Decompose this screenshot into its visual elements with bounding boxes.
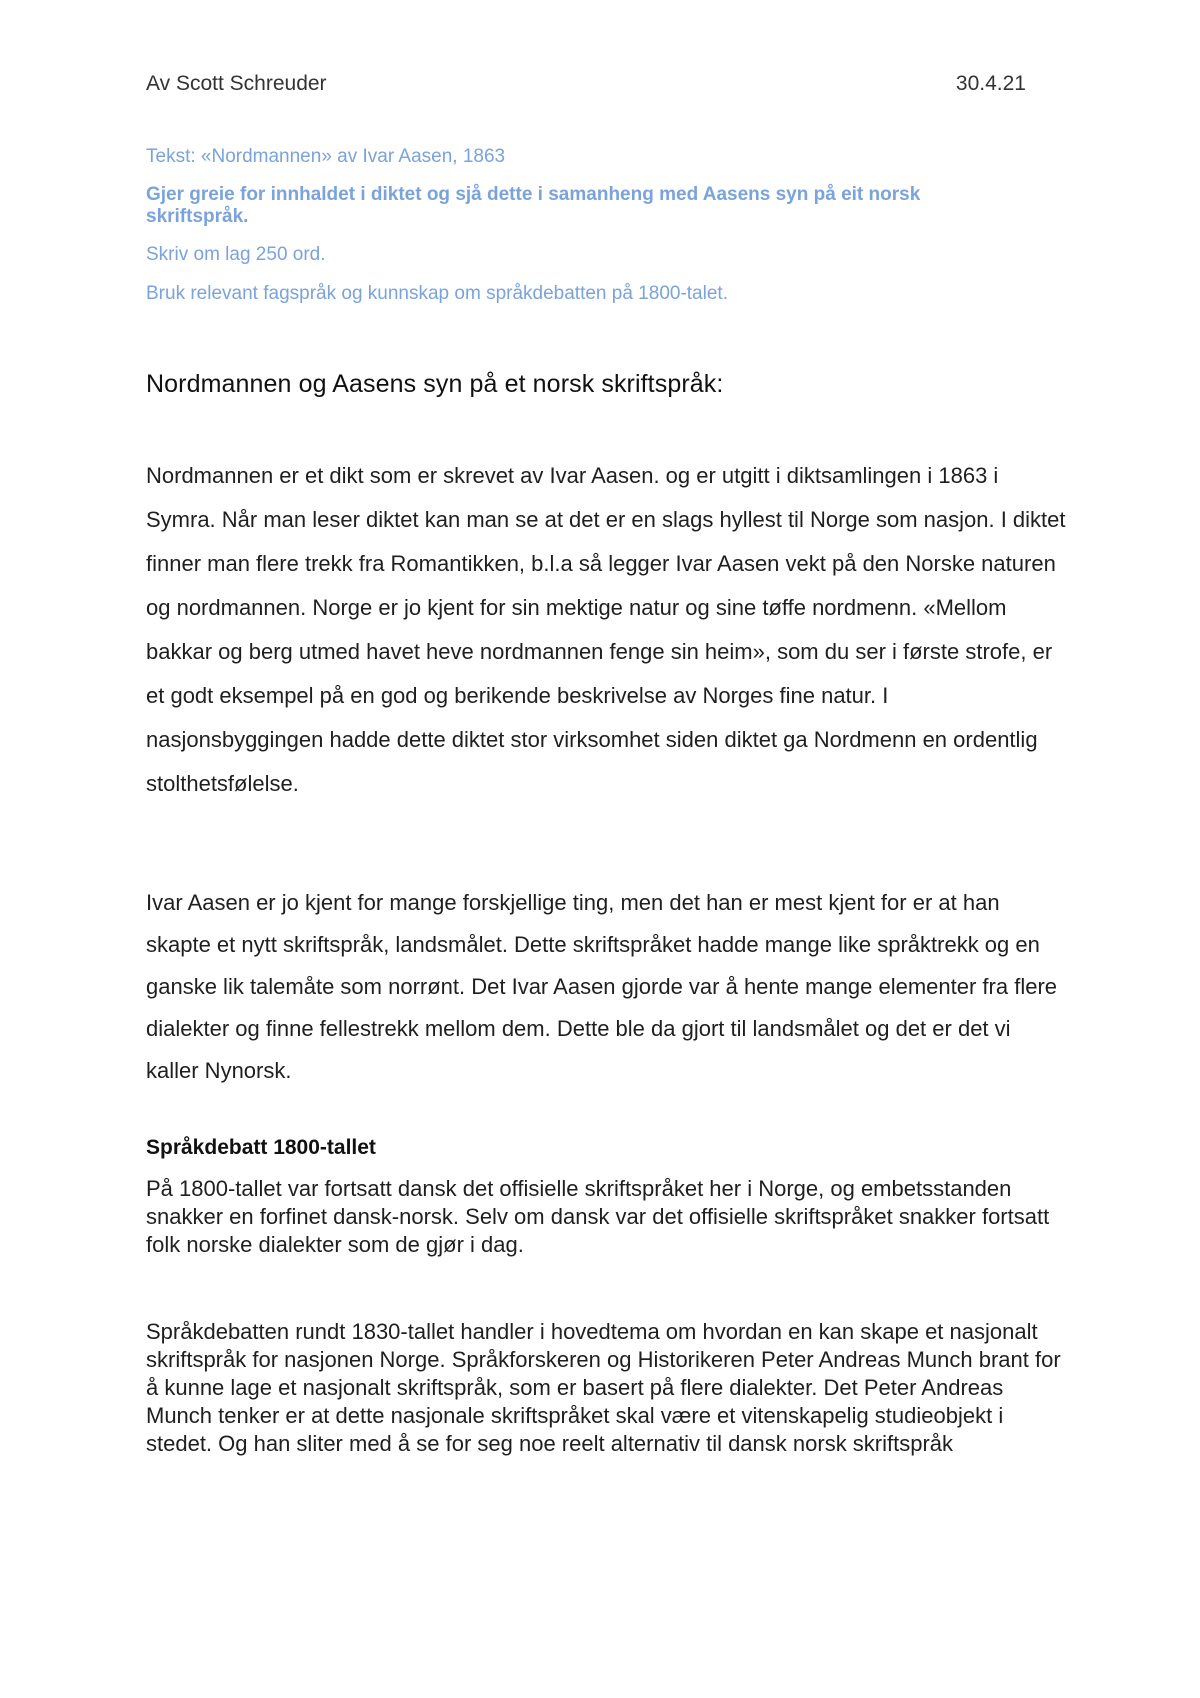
document-date: 30.4.21: [955, 72, 1026, 95]
essay-paragraph-2: Ivar Aasen er jo kjent for mange forskjellige ting, men det han er mest kjent for er at han skapte et nytt skriftspråk, landsmålet. Dette skriftspråket hadde mange like språktrekk og en ganske lik talemåte som norrønt. Det Ivar Aasen gjorde var å hente mange elementer fra flere dialekter og finne fellestrekk mellom dem. Dette ble da gjort til landsmålet og det er det vi kaller Nynorsk.: [146, 890, 1058, 1083]
essay-paragraph-1: Nordmannen er et dikt som er skrevet av Ivar Aasen. og er utgitt i diktsamlingen i 1863 i Symra. Når man leser diktet kan man se at det er en slags hyllest til Norge som nasjon. I diktet finner man flere trekk fra Romantikken, b.l.a så legger Ivar Aasen vekt på den Norske naturen og nordmannen. Norge er jo kjent for sin mektige natur og sine tøffe nordmenn. «Mellom bakkar og berg utmed havet heve nordmannen fenge sin heim», som du ser i første strofe, er et godt eksempel på en god og berikende beskrivelse av Norges fine natur. I nasjonsbyggingen hadde dette diktet stor virksomhet siden diktet ga Nordmenn en ordentlig stolthetsfølelse.: [146, 463, 1066, 796]
essay-paragraph-3: På 1800-tallet var fortsatt dansk det offisielle skriftspråket her i Norge, og embetsstanden snakker en forfinet dansk-norsk. Selv om dansk var det offisielle skriftspråket snakker fortsatt folk norske dialekter som de gjør i dag.: [146, 1176, 1050, 1257]
assignment-task: [146, 146, 1006, 305]
task-text-reference: Tekst: «Nordmannen» av Ivar Aasen, 1863: [146, 146, 506, 167]
section-heading: Språkdebatt 1800-tallet: [146, 1136, 376, 1159]
essay-title: Nordmannen og Aasens syn på et norsk skriftspråk:: [146, 370, 724, 398]
task-guidance: Bruk relevant fagspråk og kunnskap om språkdebatten på 1800-talet.: [146, 283, 728, 304]
task-length: Skriv om lag 250 ord.: [146, 244, 326, 265]
essay-paragraph-4: Språkdebatten rundt 1830-tallet handler i hovedtema om hvordan en kan skape et nasjonalt skriftspråk for nasjonen Norge. Språkforskeren og Historikeren Peter Andreas Munch brant for å kunne lage et nasjonalt skriftspråk, som er basert på flere dialekter. Det Peter Andreas Munch tenker er at dette nasjonale skriftspråket skal være et vitenskapelig studieobjekt i stedet. Og han sliter med å se for seg noe reelt alternativ til dansk norsk skriftspråk: [146, 1319, 1061, 1456]
task-prompt: Gjer greie for innhaldet i diktet og sjå dette i samanheng med Aasens syn på eit norsk skriftspråk.: [146, 184, 921, 227]
author-name: Av Scott Schreuder: [146, 72, 327, 95]
